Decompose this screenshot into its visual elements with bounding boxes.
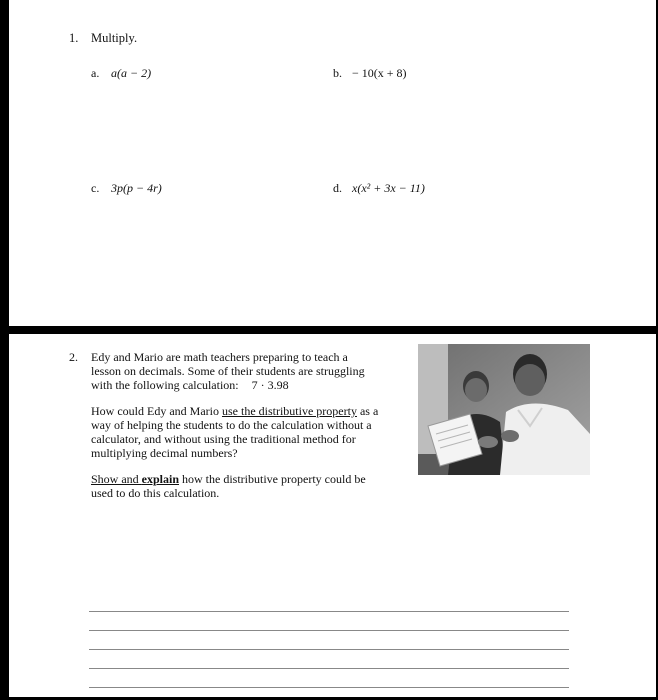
q1c-label: c. — [91, 181, 100, 195]
q1a-expression: a(a − 2) — [111, 66, 152, 80]
q2-intro-line-3: with the following calculation: — [91, 378, 239, 392]
q2-number: 2. — [69, 350, 78, 364]
answer-line-3 — [89, 649, 569, 650]
answer-line-5 — [89, 687, 569, 688]
answer-line-1 — [89, 611, 569, 612]
q2-intro-line-1: Edy and Mario are math teachers preparing to teach a — [91, 350, 348, 364]
q2-question-text-a: How could Edy and Mario — [91, 404, 222, 418]
q2-task-text: how the distributive property could be used to do this calculation. — [91, 472, 366, 500]
answer-line-4 — [89, 668, 569, 669]
q2-distributive-underlined: use the distributive property — [221, 404, 357, 418]
q1-title: Multiply. — [91, 31, 138, 45]
q2-intro-paragraph — [91, 350, 391, 392]
q1d-expression: x(x² + 3x − 11) — [352, 181, 425, 195]
q1c-expression: 3p(p − 4r) — [111, 181, 162, 195]
q1d-label: d. — [333, 181, 342, 195]
q2-show-and: Show and — [91, 472, 142, 486]
q2-question-text-b: as a way of helping the students to do the calculation without a calculator, and without using the traditional method for multiplying decimal numbers? — [91, 404, 379, 460]
q1-number: 1. — [69, 31, 79, 45]
q2-task-paragraph — [91, 472, 387, 500]
q1b-label: b. — [333, 66, 342, 80]
q2-question-paragraph — [91, 404, 387, 460]
q2-calculation: 7 · 3.98 — [251, 378, 289, 392]
teachers-photo-illustration — [418, 344, 590, 475]
q2-intro-line-2: lesson on decimals. Some of their students are struggling — [91, 364, 365, 378]
q1a-label: a. — [91, 66, 100, 80]
q1b-expression: − 10(x + 8) — [352, 66, 407, 80]
teachers-photo — [418, 344, 590, 475]
question-2-panel — [9, 334, 656, 697]
question-1-panel — [9, 0, 656, 326]
q2-explain: explain — [141, 472, 180, 486]
answer-line-2 — [89, 630, 569, 631]
